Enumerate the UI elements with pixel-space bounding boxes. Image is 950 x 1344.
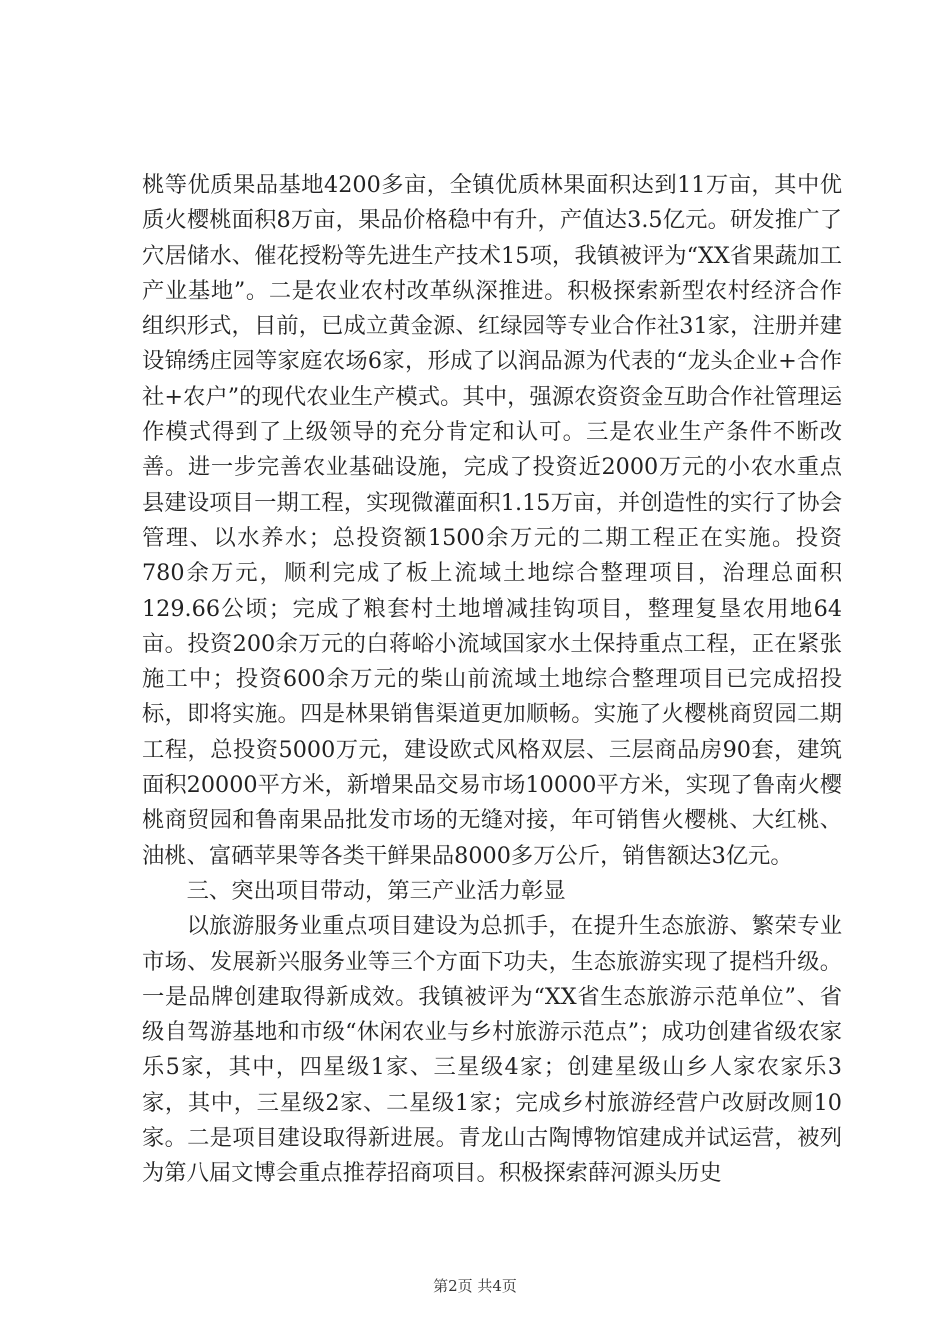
paragraph: 以旅游服务业重点项目建设为总抓手，在提升生态旅游、繁荣专业市场、发展新兴服务业等三个方面下功夫，生态旅游实现了提档升级。一是品牌创建取得新成效。我镇被评为“XX省生态旅游示范单位”、省级自驾游基地和市级“休闲农业与乡村旅游示范点”；成功创建省级农家乐5家，其中，四星级1家、三星级4家；创建星级山乡人家农家乐3家，其中，三星级2家、二星级1家；完成乡村旅游经营户改厨改厕10家。二是项目建设取得新进展。青龙山古陶博物馆建成并试运营，被列为第八届文博会重点推荐招商项目。积极探索薛河源头历史 <box>142 913 842 1187</box>
document-body <box>142 168 842 1192</box>
section-heading: 三、突出项目带动，第三产业活力彰显 <box>186 877 566 904</box>
paragraph-continuation: 桃等优质果品基地4200多亩，全镇优质林果面积达到11万亩，其中优质火樱桃面积8万亩，果品价格稳中有升，产值达3.5亿元。研发推广了穴居储水、催花授粉等先进生产技术15项，我镇被评为“XX省果蔬加工产业基地”。二是农业农村改革纵深推进。积极探索新型农村经济合作组织形式，目前，已成立黄金源、红绿园等专业合作社31家，注册并建设锦绣庄园等家庭农场6家，形成了以润品源为代表的“龙头企业+合作社+农户”的现代农业生产模式。其中，强源农资资金互助合作社管理运作模式得到了上级领导的充分肯定和认可。三是农业生产条件不断改善。进一步完善农业基础设施，完成了投资近2000万元的小农水重点县建设项目一期工程，实现微灌面积1.15万亩，并创造性的实行了协会管理、以水养水；总投资额1500余万元的二期工程正在实施。投资780余万元，顺利完成了板上流域土地综合整理项目，治理总面积129.66公顷；完成了粮套村土地增减挂钩项目，整理复垦农用地64亩。投资200余万元的白蒋峪小流域国家水土保持重点工程，正在紧张施工中；投资600余万元的柴山前流域土地综合整理项目已完成招投标，即将实施。四是林果销售渠道更加顺畅。实施了火樱桃商贸园二期工程，总投资5000万元，建设欧式风格双层、三层商品房90套，建筑面积20000平方米，新增果品交易市场10000平方米，实现了鲁南火樱桃商贸园和鲁南果品批发市场的无缝对接，年可销售火樱桃、大红桃、油桃、富硒苹果等各类干鲜果品8000多万公斤，销售额达3亿元。 <box>142 172 842 869</box>
page-number: 第2页 共4页 <box>433 1277 517 1295</box>
